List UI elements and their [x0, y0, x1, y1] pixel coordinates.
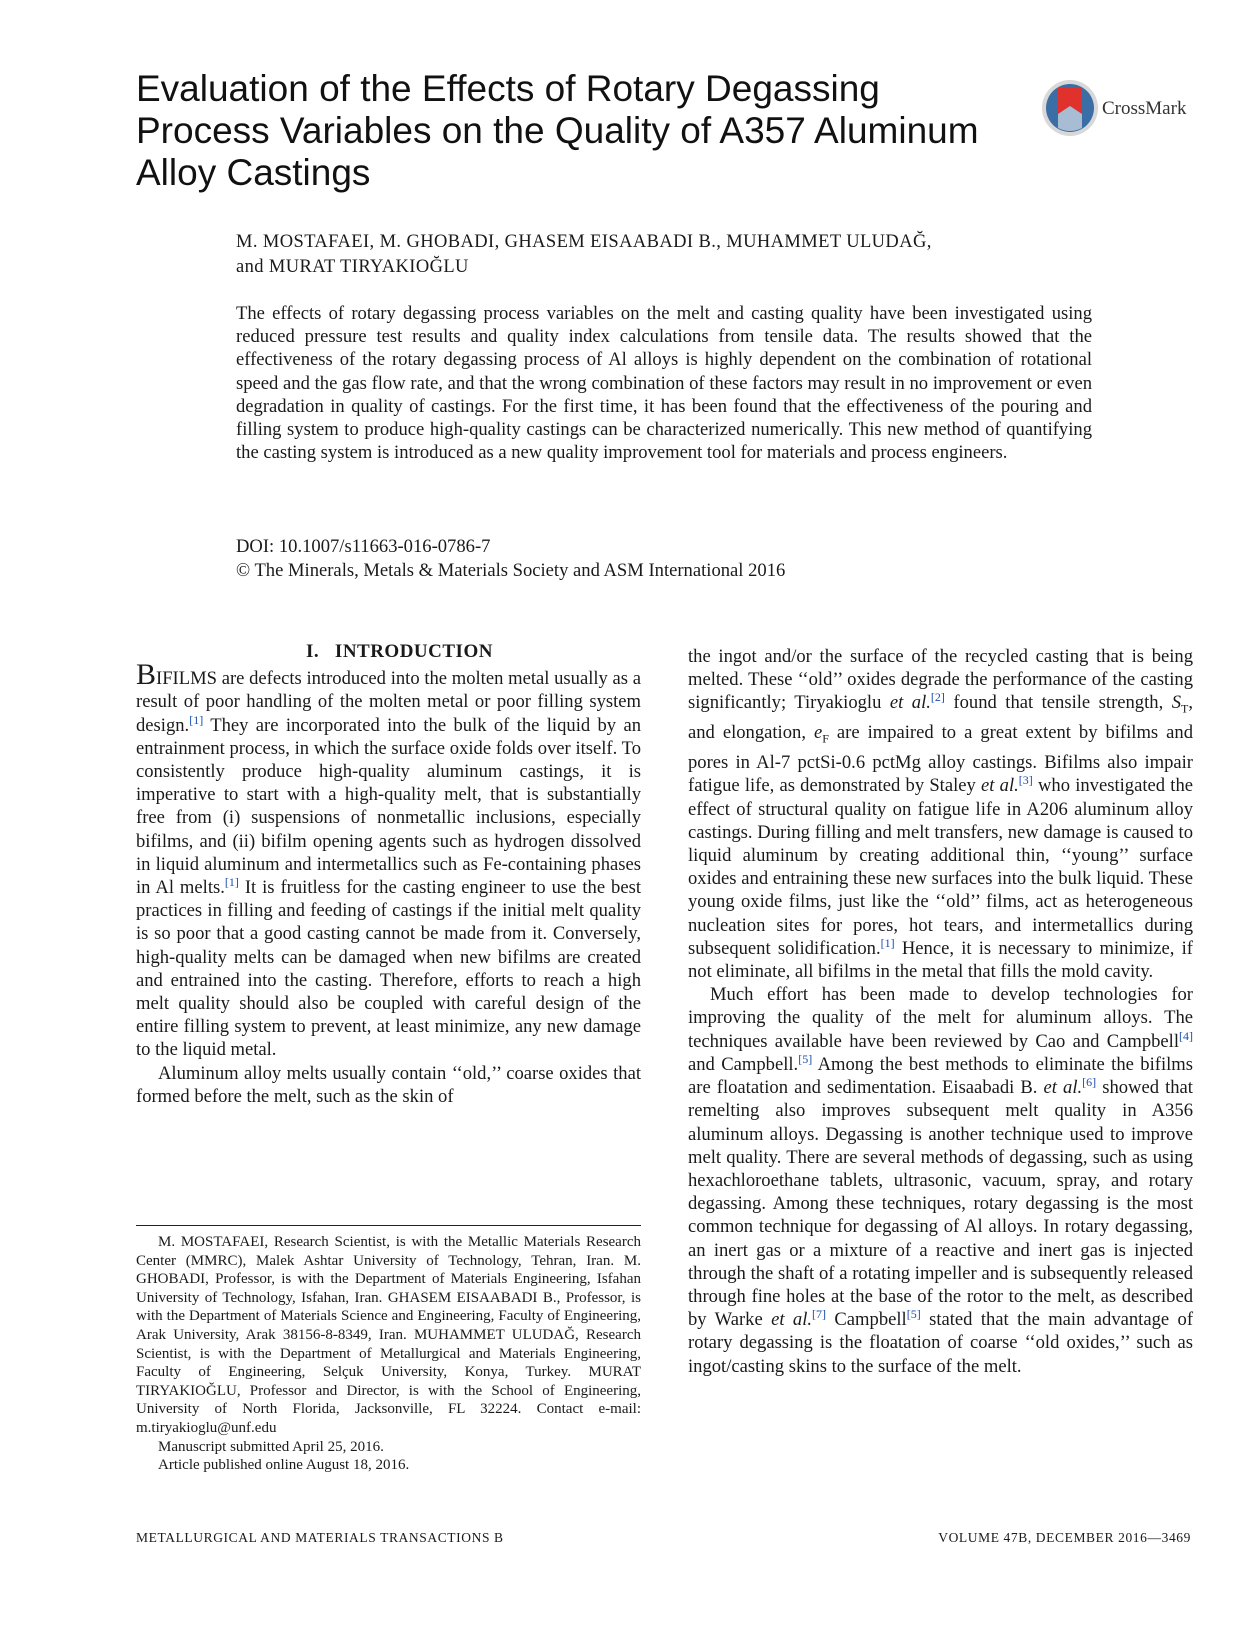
citation-link[interactable]: [6] — [1082, 1074, 1097, 1089]
citation-link[interactable]: [5] — [906, 1306, 921, 1321]
title-line-3: Alloy Castings — [136, 152, 371, 193]
text-run: Hence, it is necessary to minimize, if not eliminate, all bifilms in the metal that fills the mold cavity. — [688, 937, 1193, 983]
citation-link[interactable]: [3] — [1018, 773, 1033, 788]
text-run: They are incorporated into the bulk of the liquid by an entrainment process, in which the surface oxide folds over itself. To consistently produce high-quality aluminum castings, it is imperative to start with a high-quality melt, that is substantially free from (i) suspensions of nonmetallic inclusions, especially bifilms, and (ii) bifilm opening agents such as hydrogen dissolved in liquid aluminum and intermetallics such as Fe-containing phases in Al melts. — [136, 714, 641, 899]
authors-line-2: and MURAT TIRYAKIOĞLU — [236, 257, 469, 277]
text-run: the ingot and/or the surface of the recycled casting that is being melted. These ‘‘old’’ oxides degrade the performance of the casting significantly; Tiryakioglu — [688, 646, 1193, 714]
text-run: who investigated the effect of structural quality on fatigue life in A206 aluminum alloy castings. During filling and melt transfers, new damage is caused to liquid aluminum by creating additional thin, ‘‘young’’ surface oxides and entraining these new surfaces into the bulk liquid. These young oxide films, just like the ‘‘old’’ films, act as heterogeneous nucleation sites for pores, hot tears, and intermetallics during subsequent solidification. — [688, 775, 1193, 959]
citation-link[interactable]: [2] — [930, 690, 945, 705]
author-list — [236, 230, 1096, 280]
citation-link[interactable]: [4] — [1179, 1028, 1193, 1043]
abstract: The effects of rotary degassing process variables on the melt and casting quality have been investigated using reduced pressure test results and quality index calculations from tensile data. The results showed that the effectiveness of the rotary degassing process of Al alloys is highly dependent on the combination of rotational speed and the gas flow rate, and that the wrong combination of these factors may result in no improvement or even degradation in quality of castings. For the first time, it has been found that the effectiveness of the pouring and filling system to produce high-quality castings can be characterized numerically. This new method of quantifying the casting system is introduced as a new quality improvement tool for materials and process engineers. — [236, 303, 1092, 464]
doi-block — [236, 535, 1092, 583]
submitted-date: Manuscript submitted April 25, 2016. — [158, 1438, 384, 1455]
section-heading: I. INTRODUCTION — [306, 641, 493, 662]
volume-page-footer: VOLUME 47B, DECEMBER 2016—3469 — [938, 1530, 1191, 1545]
footnotes — [136, 1233, 641, 1475]
doi-link[interactable]: DOI: 10.1007/s11663-016-0786-7 — [236, 536, 491, 557]
right-column — [688, 645, 1193, 1378]
symbol-subscript: F — [822, 732, 829, 747]
crossmark-label[interactable]: CrossMark — [1102, 98, 1187, 119]
text-run: found that tensile strength, — [944, 692, 1172, 714]
text-run: Campbell — [834, 1309, 907, 1331]
intro-paragraph-1 — [136, 658, 641, 1061]
intro-paragraph-3 — [688, 983, 1193, 1377]
et-al: et al. — [1043, 1077, 1083, 1099]
text-run: are defects introduced into the molten metal usually as a result of poor handling of the molten metal or poor filling system design. — [136, 668, 641, 736]
et-al: et al. — [771, 1309, 813, 1331]
et-al: et al. — [889, 692, 931, 714]
lead-word: IFILMS — [156, 668, 217, 690]
symbol-subscript: T — [1181, 702, 1189, 717]
drop-cap: B — [136, 658, 157, 692]
symbol-s: S — [1171, 692, 1181, 714]
published-date: Article published online August 18, 2016. — [158, 1457, 410, 1474]
intro-paragraph-2: Aluminum alloy melts usually contain ‘‘old,’’ coarse oxides that formed before the melt, such as the skin of — [136, 1062, 641, 1107]
citation-link[interactable]: [1] — [224, 874, 239, 889]
text-run: showed that remelting also improves subsequent melt quality in A356 aluminum alloys. Degassing is another technique used to improve melt quality. There are several methods of degassing, such as using hexachloroethane tablets, ultrasonic, vacuum, spray, and rotary degassing. Among these techniques, rotary degassing is the most common technique for degassing of Al alloys. In rotary degassing, an inert gas or a mixture of a reactive and inert gas is injected through the shaft of a rotating impeller and is subsequently released through fine holes at the base of the rotor to the melt, as described by Warke — [688, 1077, 1193, 1331]
journal-name-footer: METALLURGICAL AND MATERIALS TRANSACTIONS B — [136, 1530, 504, 1545]
title-line-2: Process Variables on the Quality of A357 Aluminum — [136, 110, 979, 151]
text-run: It is fruitless for the casting engineer to use the best practices in filling and feeding of castings if the initial melt quality is so poor that a good casting cannot be made from it. Conversely, high-quality melts can be damaged when new bifilms are created and entrained into the casting. Therefore, efforts to reach a high melt quality should also be coupled with careful design of the entire filling system to prevent, at least minimize, any new damage to the liquid metal. — [136, 877, 641, 1061]
text-run: and Campbell. — [688, 1053, 799, 1075]
et-al: et al. — [981, 775, 1019, 797]
footnote-divider — [136, 1225, 641, 1226]
text-run: stated that the main advantage of rotary degassing is the floatation of coarse ‘‘old oxides,’’ such as ingot/casting skins to the surface of the melt. — [688, 1309, 1194, 1377]
copyright-notice: © The Minerals, Metals & Materials Society and ASM International 2016 — [236, 560, 786, 581]
text-run: Among the best methods to eliminate the bifilms are floatation and sedimentation. Eisaabadi B. — [688, 1053, 1193, 1099]
citation-link[interactable]: [1] — [880, 935, 895, 950]
title-line-1: Evaluation of the Effects of Rotary Degassing — [136, 68, 880, 109]
citation-link[interactable]: [7] — [812, 1306, 827, 1321]
intro-paragraph-2-cont — [688, 645, 1193, 983]
article-title — [136, 68, 1036, 194]
citation-link[interactable]: [5] — [798, 1051, 813, 1066]
symbol-e: e — [813, 722, 823, 744]
text-run: are impaired to a great extent by bifilms and pores in Al-7 pctSi-0.6 pctMg alloy castings. Bifilms also impair fatigue life, as demonstrated by Staley — [688, 722, 1193, 797]
authors-line-1: M. MOSTAFAEI, M. GHOBADI, GHASEM EISAABADI B., MUHAMMET ULUDAĞ, — [236, 232, 932, 252]
text-run: , and elongation, — [688, 692, 1193, 744]
citation-link[interactable]: [1] — [189, 712, 204, 727]
author-affiliations: M. MOSTAFAEI, Research Scientist, is with the Metallic Materials Research Center (MMRC), Malek Ashtar University of Technology, Tehran, Iran. M. GHOBADI, Professor, is with the Department of Materials Engineering, Isfahan University of Technology, Isfahan, Iran. GHASEM EISAABADI B., Professor, is with the Department of Materials Science and Engineering, Faculty of Engineering, Arak University, Arak 38156-8-8349, Iran. MUHAMMET ULUDAĞ, Research Scientist, is with the Department of Metallurgical and Materials Engineering, Faculty of Engineering, Selçuk University, Konya, Turkey. MURAT TIRYAKIOĞLU, Professor and Director, is with the School of Engineering, University of North Florida, Jacksonville, FL 32224. Contact e-mail: m.tiryakioglu@unf.edu — [136, 1234, 641, 1436]
left-column — [136, 640, 641, 1108]
text-run: Much effort has been made to develop technologies for improving the quality of the melt for aluminum alloys. The techniques available have been reviewed by Cao and Campbell — [688, 984, 1193, 1052]
